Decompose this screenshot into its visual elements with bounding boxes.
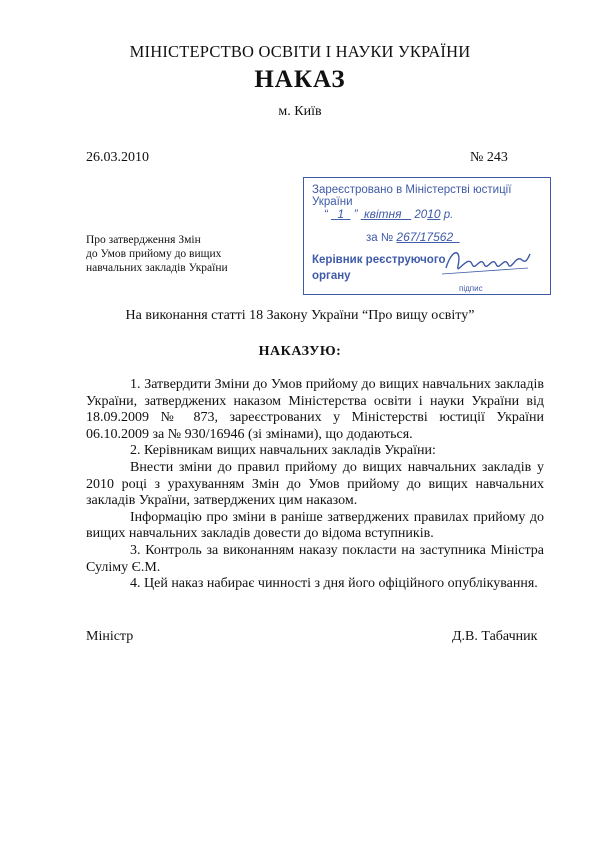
stamp-year-suffix: 10 [427, 207, 441, 221]
order-subject [86, 233, 286, 275]
order-number: № 243 [470, 150, 508, 165]
subject-line: Про затвердження Змін [86, 234, 201, 246]
order-heading: НАКАЗУЮ: [258, 344, 342, 359]
stamp-year-unit: р. [443, 209, 454, 221]
ministry-header: МІНІСТЕРСТВО ОСВІТИ І НАУКИ УКРАЇНИ [129, 42, 471, 61]
stamp-year-prefix: 20 [414, 209, 428, 221]
signature-name: Д.В. Табачник [452, 629, 538, 644]
subject-line: навчальних закладів України [86, 262, 228, 274]
stamp-date-line: “ 1 ” квітня 2010 р. [324, 207, 454, 221]
stamp-day: 1 [337, 207, 345, 221]
stamp-reg-line [366, 230, 460, 244]
order-date: 26.03.2010 [86, 150, 149, 165]
stamp-reg-label: за № [366, 232, 394, 244]
stamp-head-label-2: органу [312, 270, 351, 282]
stamp-month: квітня [363, 207, 402, 221]
stamp-reg-number: 267/17562 [396, 230, 454, 244]
preamble: На виконання статті 18 Закону України “Про вищу освіту” [125, 308, 475, 323]
city: м. Київ [278, 104, 322, 119]
order-item-2: 2. Керівникам вищих навчальних закладів України: [130, 443, 436, 459]
order-item-1: 1. Затвердити Зміни до Умов прийому до вищих навчальних закладів України, затверджених наказом Міністерства освіти і науки України від 18.09.2009 № 873, зареєстрованих у Міністерстві юстиції України 06.10.2009 за № 930/16946 (зі змінами), що додаються. [86, 377, 544, 442]
signature-title: Міністр [86, 629, 134, 644]
stamp-sign-caption: підпис [459, 284, 483, 293]
registration-stamp [303, 177, 551, 295]
order-item-2-text: Внести зміни до правил прийому до вищих навчальних закладів у 2010 році з урахуванням Змін до Умов прийому до вищих навчальних закладів України, затверджених цим наказом. [86, 459, 544, 509]
document-title: НАКАЗ [254, 66, 346, 93]
handwritten-signature-icon [442, 244, 532, 284]
subject-line: до Умов прийому до вищих [86, 248, 222, 260]
stamp-heading: Зареєстровано в Міністерстві юстиції України [312, 184, 512, 208]
order-item-4: 4. Цей наказ набирає чинності з дня його офіційного опублікування. [130, 576, 538, 592]
order-body [86, 377, 544, 593]
order-item-3: 3. Контроль за виконанням наказу покласти на заступника Міністра Суліму Є.М. [86, 542, 544, 575]
stamp-head-label: Керівник реєструючого [312, 254, 446, 266]
order-item-2-text-b: Інформацію про зміни в раніше затверджених правилах прийому до вищих навчальних закладів довести до відома вступників. [86, 509, 544, 542]
